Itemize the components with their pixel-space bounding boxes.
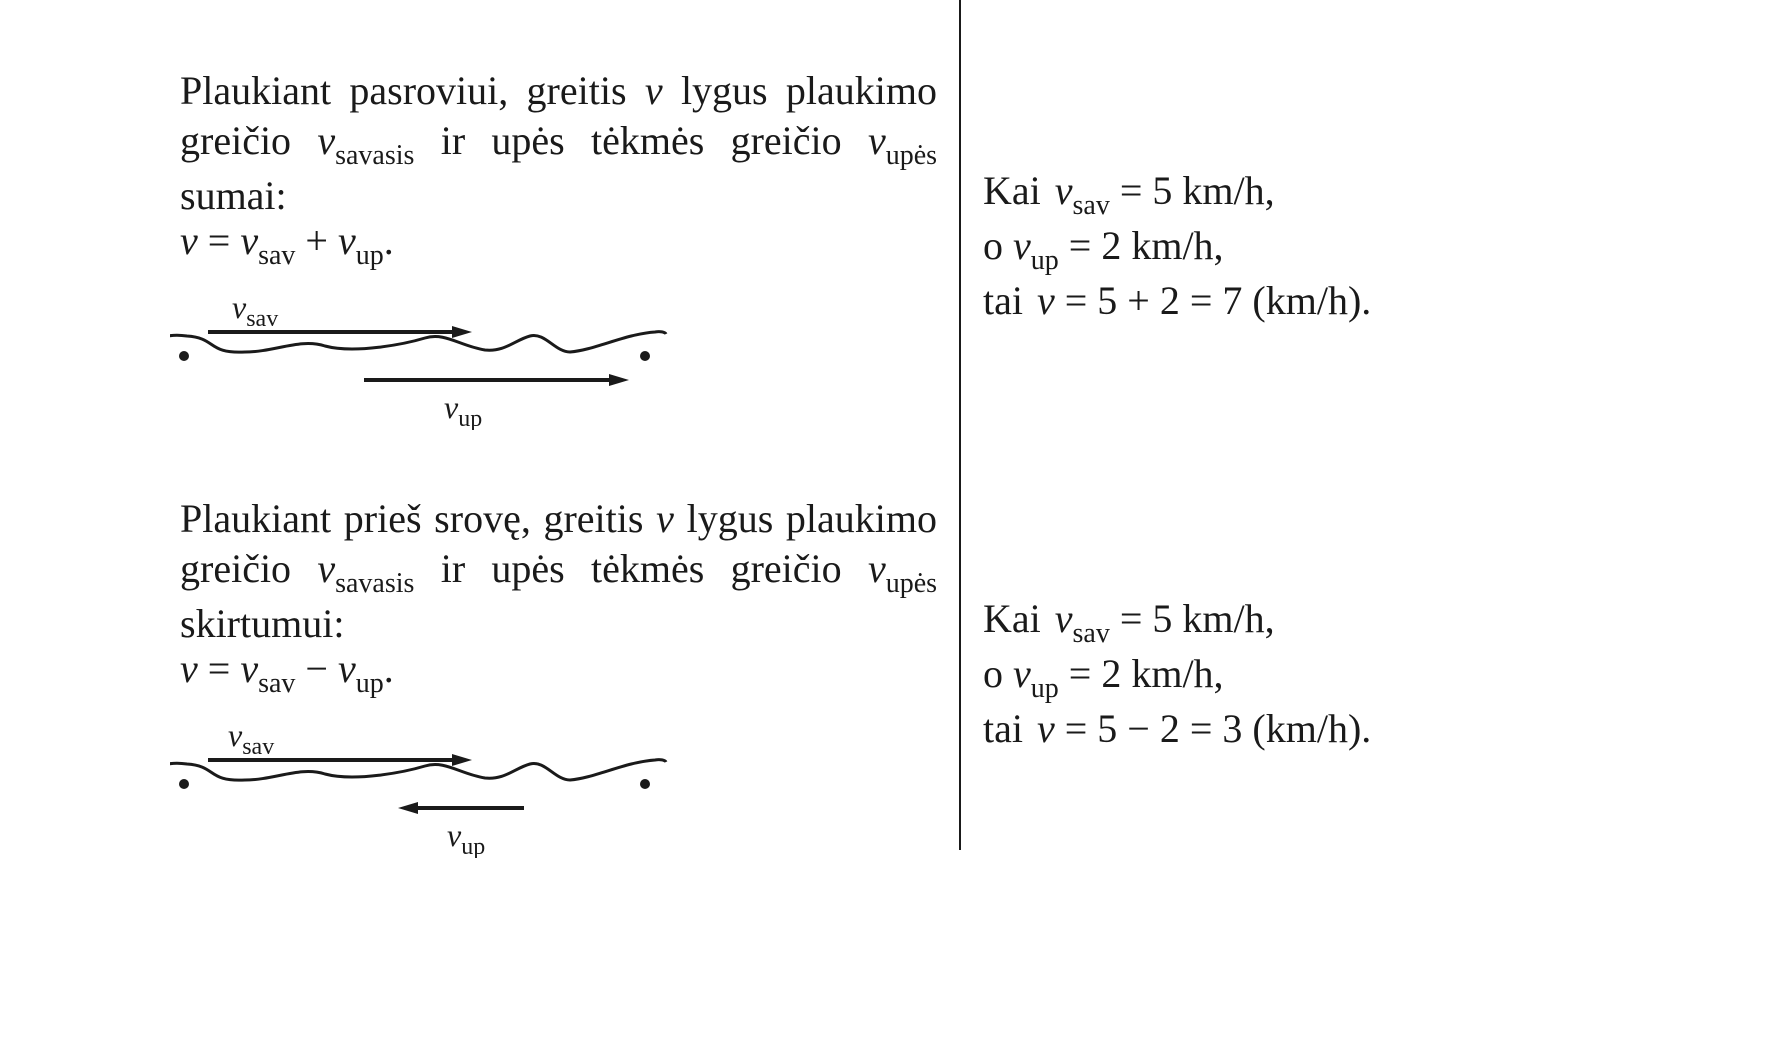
formula-symbol: v [180, 646, 198, 691]
example-result: = 5 − 2 = 3 (km/h). [1064, 706, 1372, 751]
river-end-dot [640, 779, 650, 789]
example-text: o [983, 651, 1003, 696]
formula-operator: + [305, 218, 328, 263]
downstream-diagram [170, 280, 670, 430]
river-current-arrowhead [609, 374, 629, 386]
formula-symbol: v [337, 218, 356, 263]
example-subscript: up [1030, 673, 1059, 704]
example-line-3 [983, 276, 1371, 326]
example-subscript: sav [1072, 190, 1110, 221]
example-symbol: v [1054, 596, 1073, 641]
formula-symbol: v [337, 646, 356, 691]
example-text: o [983, 223, 1003, 268]
formula-symbol: v [240, 218, 259, 263]
example-line-1 [983, 166, 1371, 221]
example-subscript: up [1030, 245, 1059, 276]
own-speed-arrowhead [452, 326, 472, 338]
svg-text:vsav [228, 717, 274, 760]
own-speed-subscript: savasis [335, 568, 415, 599]
own-speed-subscript: savasis [335, 140, 415, 171]
example-value: = 5 km/h, [1119, 596, 1275, 641]
paragraph-text: ir upės tėkmės greičio [440, 118, 842, 163]
example-symbol: v [1013, 651, 1031, 696]
upstream-section [0, 428, 1768, 858]
svg-text:vsav [232, 289, 278, 332]
formula-operator: = [207, 646, 231, 691]
example-symbol: v [1054, 168, 1073, 213]
diagram-label-river-speed-sub: up [461, 834, 486, 858]
paragraph-text: sumai: [180, 173, 287, 218]
river-speed-symbol: v [867, 118, 886, 163]
own-speed-arrowhead [452, 754, 472, 766]
downstream-section [0, 0, 1768, 430]
paragraph-text: ir upės tėkmės greičio [440, 546, 842, 591]
own-speed-symbol: v [317, 118, 336, 163]
paragraph-text: Plaukiant prieš srovę, greitis [180, 496, 644, 541]
example-text: Kai [983, 596, 1041, 641]
formula-operator: = [207, 218, 231, 263]
paragraph-text: Plaukiant pasroviui, greitis [180, 68, 627, 113]
example-symbol: v [1036, 706, 1055, 751]
example-line-2 [983, 221, 1371, 276]
diagram-label-river-speed: v [444, 389, 459, 425]
downstream-paragraph [180, 66, 937, 221]
own-speed-symbol: v [317, 546, 336, 591]
upstream-example [983, 594, 1371, 754]
example-value: = 2 km/h, [1068, 223, 1224, 268]
example-value: = 2 km/h, [1068, 651, 1224, 696]
river-speed-symbol: v [867, 546, 886, 591]
formula-symbol: v [180, 218, 198, 263]
formula-operator: − [305, 646, 328, 691]
example-symbol: v [1036, 278, 1055, 323]
example-line-2 [983, 649, 1371, 704]
paragraph-text: skirtumui: [180, 601, 345, 646]
formula-subscript: up [355, 240, 384, 271]
river-diagram-svg [170, 708, 670, 858]
example-result: = 5 + 2 = 7 (km/h). [1064, 278, 1372, 323]
paragraph-text: lygus plaukimo greičio [180, 68, 938, 163]
formula-period: . [383, 646, 394, 691]
formula-subscript: up [355, 668, 384, 699]
example-symbol: v [1013, 223, 1031, 268]
river-start-dot [179, 351, 189, 361]
river-wave [170, 332, 666, 353]
downstream-example [983, 166, 1371, 326]
example-value: = 5 km/h, [1119, 168, 1275, 213]
upstream-diagram [170, 708, 670, 858]
river-wave [170, 760, 666, 781]
diagram-label-own-speed-sub: sav [246, 306, 279, 332]
diagram-label-own-speed: v [228, 717, 243, 753]
paragraph-text: lygus plaukimo greičio [180, 496, 938, 591]
diagram-label-own-speed: v [232, 289, 247, 325]
river-speed-subscript: upės [885, 140, 938, 171]
formula-symbol: v [240, 646, 259, 691]
example-text: tai [983, 706, 1023, 751]
downstream-formula [180, 216, 394, 271]
river-diagram-svg [170, 280, 670, 430]
svg-text:vup [447, 817, 485, 858]
upstream-paragraph [180, 494, 937, 649]
upstream-formula [180, 644, 394, 699]
diagram-label-own-speed-sub: sav [242, 734, 275, 760]
example-text: tai [983, 278, 1023, 323]
diagram-label-river-speed-sub: up [458, 406, 483, 430]
speed-symbol: v [656, 496, 674, 541]
diagram-label-river-speed: v [447, 817, 462, 853]
formula-subscript: sav [258, 668, 296, 699]
river-start-dot [179, 779, 189, 789]
example-subscript: sav [1072, 618, 1110, 649]
example-text: Kai [983, 168, 1041, 213]
river-end-dot [640, 351, 650, 361]
river-current-arrowhead [398, 802, 418, 814]
example-line-1 [983, 594, 1371, 649]
formula-subscript: sav [258, 240, 296, 271]
formula-period: . [383, 218, 394, 263]
svg-text:vup [444, 389, 482, 430]
river-speed-subscript: upės [885, 568, 938, 599]
example-line-3 [983, 704, 1371, 754]
speed-symbol: v [644, 68, 663, 113]
